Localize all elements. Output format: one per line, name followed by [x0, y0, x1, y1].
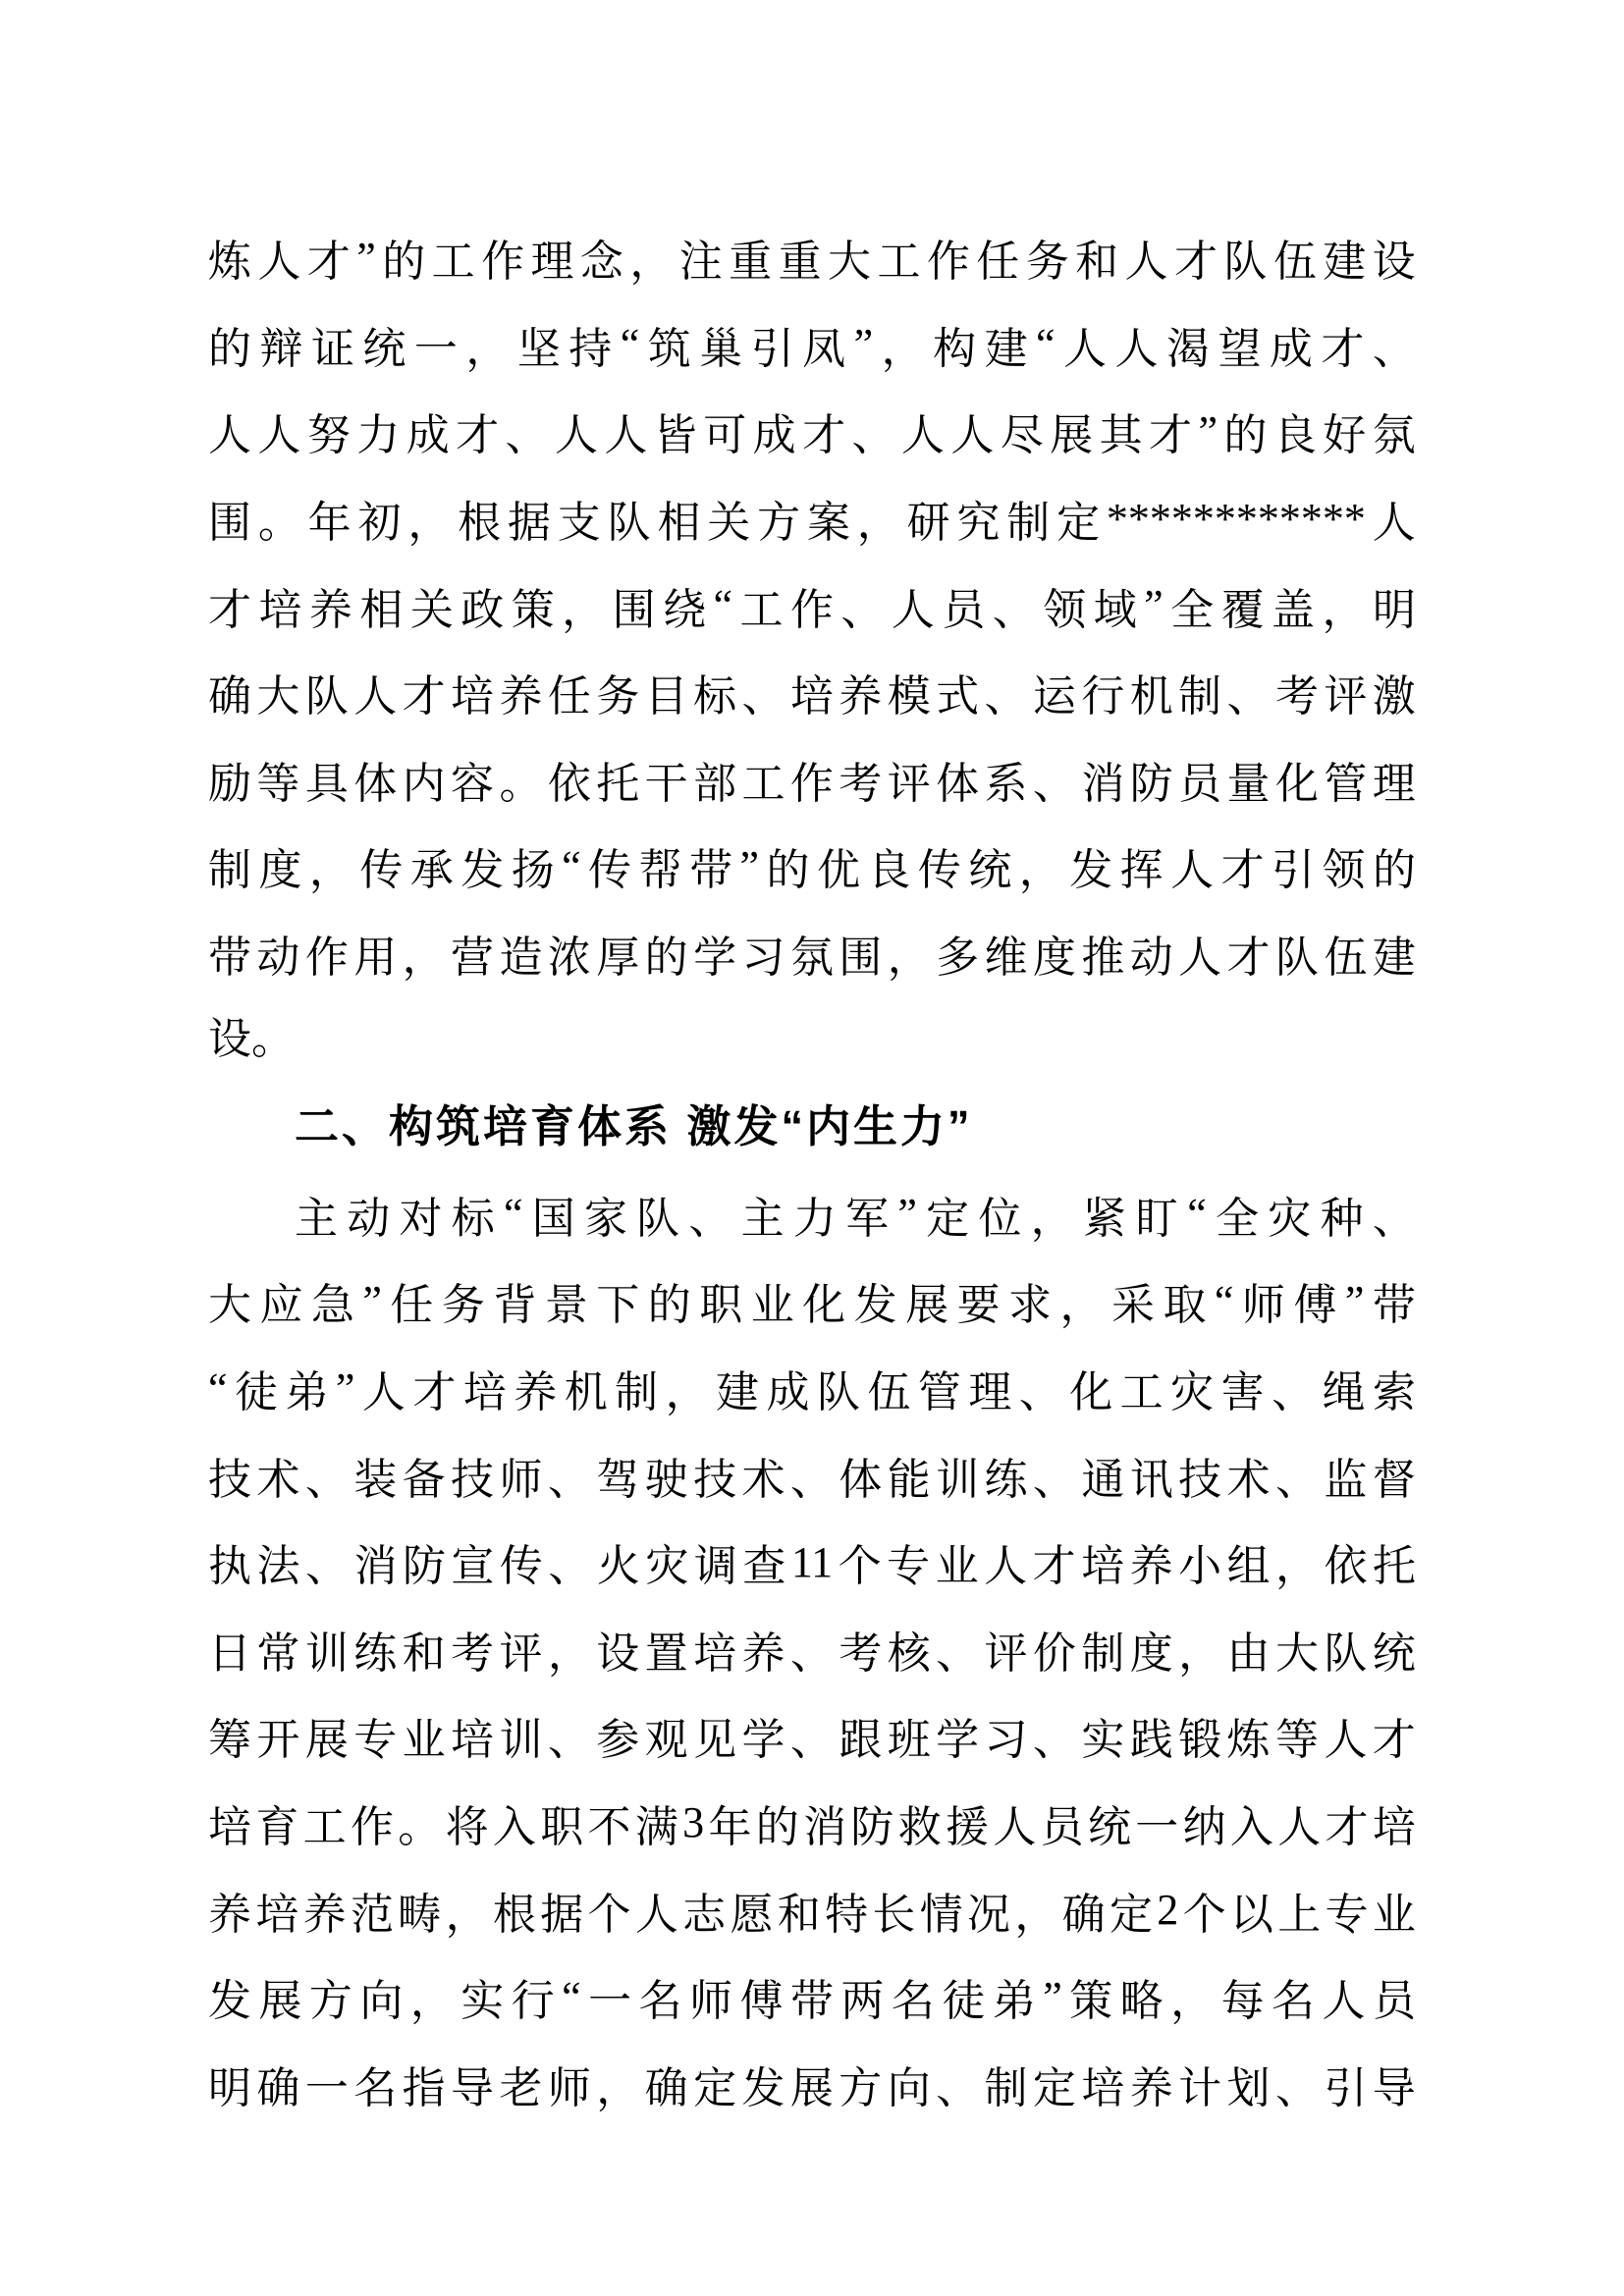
paragraph-2: [208, 1171, 1416, 2128]
document-body: [208, 214, 1416, 2127]
text-line: “ 徒 弟 ” 人 才 培 养 机 制 ， 建 成 队 伍 管 理 、 化 工 灾 害 、 绳 索: [208, 1363, 1416, 1417]
section-heading: 二、构筑培育体系 激发“内生力”: [295, 1100, 973, 1151]
paragraph-1: [208, 214, 1416, 1084]
text-line: 主 动 对 标 “ 国 家 队 、 主 力 军 ” 定 位 ， 紧 盯 “ 全 灾 种 、: [295, 1190, 1416, 1243]
text-line: 发 展 方 向 ， 实 行 “ 一 名 师 傅 带 两 名 徒 弟 ” 策 略 ， 每 名 人 员: [208, 1972, 1416, 2026]
text-line: 大 应 急 ” 任 务 背 景 下 的 职 业 化 发 展 要 求 ， 采 取 “ 师 傅 ” 带: [208, 1276, 1416, 1330]
text-line: 才 培 养 相 关 政 策 ， 围 绕 “ 工 作 、 人 员 、 领 域 ” 全 覆 盖 ， 明: [208, 581, 1416, 634]
text-line: 炼 人 才 ” 的 工 作 理 念 ， 注 重 重 大 工 作 任 务 和 人 才 队 伍 建 设: [208, 233, 1416, 287]
text-line: 的 辩 证 统 一 ， 坚 持 “ 筑 巢 引 凤 ” ， 构 建 “ 人 人 渴 望 成 才 、: [208, 320, 1416, 373]
text-line: 围 。 年 初 ， 根 据 支 队 相 关 方 案 ， 研 究 制 定 ************ 人: [208, 494, 1416, 548]
text-line: 执 法 、 消 防 宣 传 、 火 灾 调 查 11 个 专 业 人 才 培 养 小 组 ， 依 托: [208, 1537, 1416, 1591]
text-line: 人 人 努 力 成 才 、 人 人 皆 可 成 才 、 人 人 尽 展 其 才 ” 的 良 好 氛: [208, 406, 1416, 460]
text-line: 培 育 工 作 。 将 入 职 不 满 3 年 的 消 防 救 援 人 员 统 一 纳 入 人 才 培: [208, 1798, 1416, 1851]
text-line: 设。: [208, 1015, 295, 1064]
text-line: 励 等 具 体 内 容 。 依 托 干 部 工 作 考 评 体 系 、 消 防 员 量 化 管 理: [208, 759, 1416, 808]
text-line: 养 培 养 范 畴 ， 根 据 个 人 志 愿 和 特 长 情 况 ， 确 定 2 个 以 上 专 业: [208, 1886, 1416, 1939]
text-line: 技 术 、 装 备 技 师 、 驾 驶 技 术 、 体 能 训 练 、 通 讯 技 术 、 监 督: [208, 1455, 1416, 1504]
text-line: 确 大 队 人 才 培 养 任 务 目 标 、 培 养 模 式 、 运 行 机 制 、 考 评 激: [208, 672, 1416, 721]
text-line: 日 常 训 练 和 考 评 ， 设 置 培 养 、 考 核 、 评 价 制 度 ， 由 大 队 统: [208, 1629, 1416, 1678]
text-line: 带 动 作 用 ， 营 造 浓 厚 的 学 习 氛 围 ， 多 维 度 推 动 人 才 队 伍 建: [208, 934, 1416, 983]
text-line: 制 度 ， 传 承 发 扬 “ 传 帮 带 ” 的 优 良 传 统 ， 发 挥 人 才 引 领 的: [208, 841, 1416, 895]
text-line: 明 确 一 名 指 导 老 师 ， 确 定 发 展 方 向 、 制 定 培 养 计 划 、 引 导: [208, 2063, 1416, 2112]
text-line: 筹 开 展 专 业 培 训 、 参 观 见 学 、 跟 班 学 习 、 实 践 锻 炼 等 人 才: [208, 1716, 1416, 1765]
